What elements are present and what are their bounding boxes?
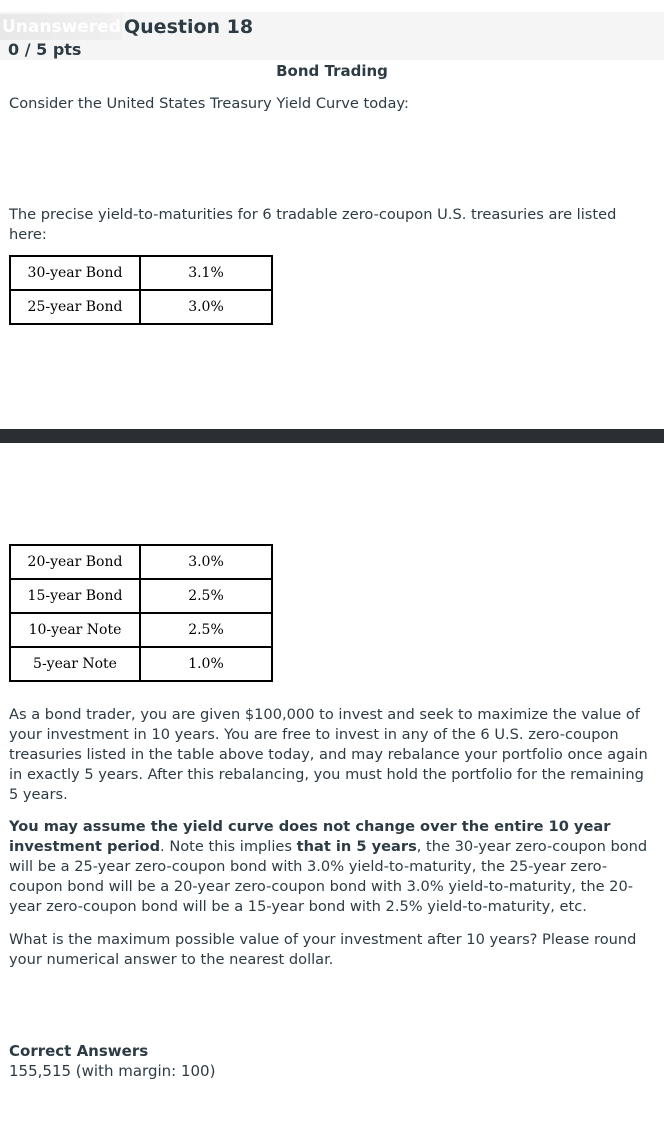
bond-yield: 2.5% — [140, 579, 272, 613]
question-header — [0, 12, 664, 60]
bond-name: 10-year Note — [10, 613, 140, 647]
yields-intro-text: The precise yield-to-maturities for 6 tradable zero-coupon U.S. treasuries are listed here: — [9, 206, 617, 243]
bond-yield: 3.0% — [140, 290, 272, 324]
assumption-text-2: , the 30-year zero-coupon bond will be a 25-year zero-coupon bond with 3.0% yield-to-maturity, the 25-year zero-coupon bond will be a 20-year zero-coupon bond with 3.0% yield-to-maturity, the 20-year zero-coupon bond will be a 15-year bond with 2.5% yield-to-maturity, etc. — [9, 838, 648, 915]
bond-yield: 1.0% — [140, 647, 272, 681]
assumption-bold: You may assume the yield curve does not change over the entire 10 year investment period — [9, 818, 611, 855]
correct-answers-label: Correct Answers — [9, 1042, 149, 1060]
question-paragraph: What is the maximum possible value of your investment after 10 years? Please round your numerical answer to the nearest dollar. — [9, 931, 637, 968]
bond-name: 30-year Bond — [10, 256, 140, 290]
table-row — [10, 545, 272, 579]
intro-text: Consider the United States Treasury Yield Curve today: — [9, 95, 409, 112]
bond-name: 5-year Note — [10, 647, 140, 681]
assumption-paragraph — [9, 817, 657, 917]
bond-name: 20-year Bond — [10, 545, 140, 579]
table-row — [10, 647, 272, 681]
status-label: Unanswered — [0, 14, 122, 40]
correct-answer-value: 155,515 (with margin: 100) — [9, 1062, 216, 1080]
bond-name: 25-year Bond — [10, 290, 140, 324]
bond-yield: 3.1% — [140, 256, 272, 290]
question-title: Bond Trading — [276, 62, 388, 80]
scenario-paragraph: As a bond trader, you are given $100,000 to invest and seek to maximize the value of your investment in 10 years. You are free to invest in any of the 6 U.S. zero-coupon treasuries listed in the table above today, and may rebalance your portfolio once again in exactly 5 years. After this rebalancing, you must hold the portfolio for the remaining 5 years. — [9, 706, 648, 803]
yield-table-top — [9, 255, 273, 325]
divider-bar — [0, 429, 664, 443]
yield-table-bottom — [9, 544, 273, 682]
table-row — [10, 256, 272, 290]
points-label: 0 / 5 pts — [8, 40, 82, 59]
assumption-text: . Note this implies — [160, 838, 297, 855]
bond-yield: 3.0% — [140, 545, 272, 579]
assumption-bold-2: that in 5 years — [296, 838, 417, 855]
table-row — [10, 613, 272, 647]
question-name: Question 18 — [124, 16, 254, 38]
table-row — [10, 579, 272, 613]
bond-name: 15-year Bond — [10, 579, 140, 613]
bond-yield: 2.5% — [140, 613, 272, 647]
table-row — [10, 290, 272, 324]
